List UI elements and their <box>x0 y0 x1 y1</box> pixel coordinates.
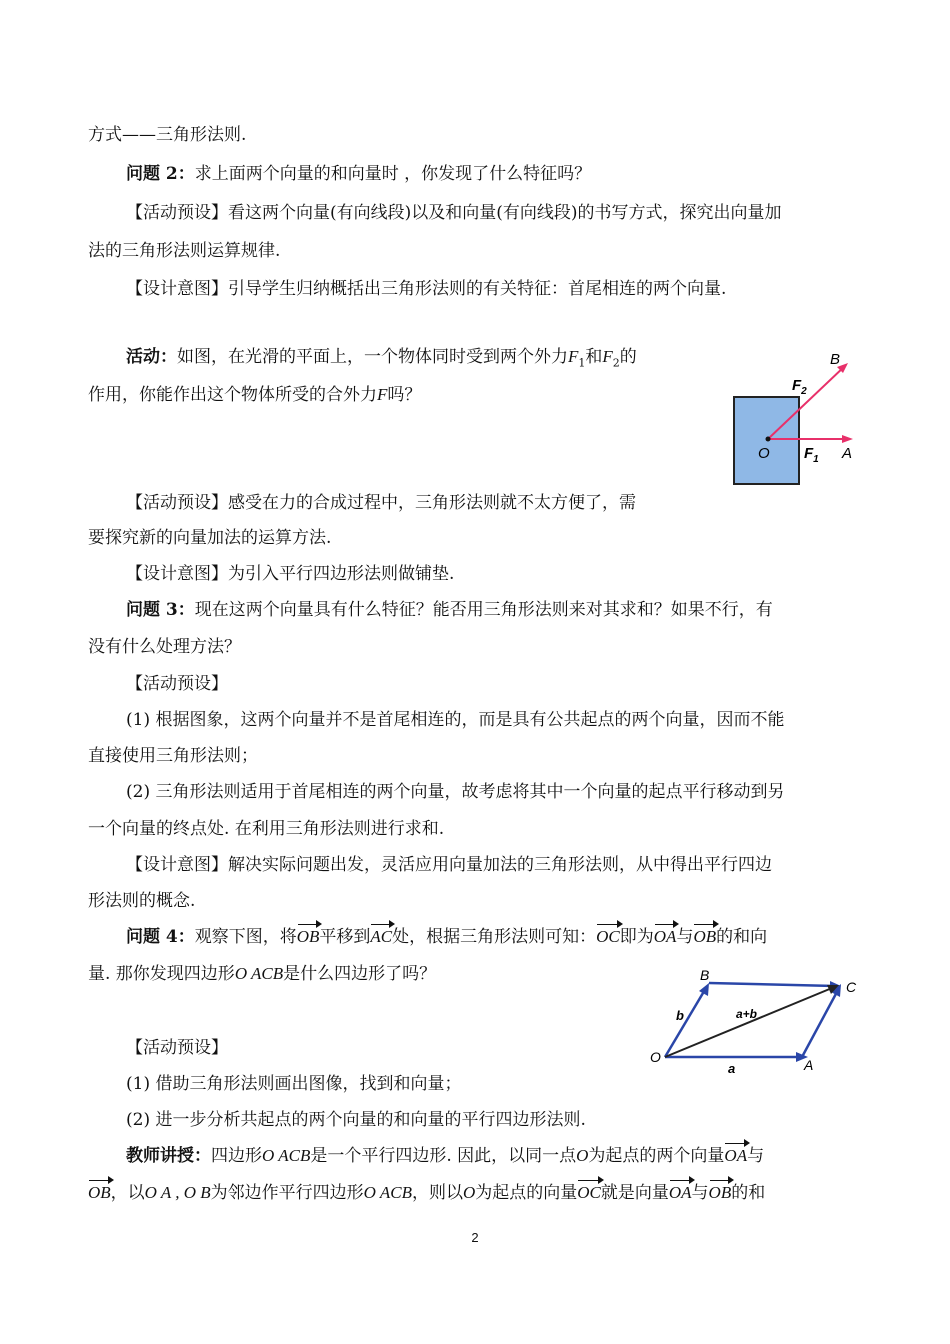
text-line: 【设计意图】为引入平行四边形法则做铺垫. <box>126 564 455 584</box>
text-line: 【活动预设】看这两个向量(有向线段)以及和向量(有向线段)的书写方式，探究出向量加 <box>126 203 782 223</box>
label-f2: $F_2$ <box>792 377 807 397</box>
f1-arrowhead <box>842 435 853 443</box>
label-b: B <box>830 351 841 368</box>
text-line: 形法则的概念. <box>88 891 196 911</box>
text-line: 直接使用三角形法则； <box>88 746 258 766</box>
teacher-explanation: 教师讲授：四边形O ACB是一个平行四边形. 因此，以同一点O为起点的两个向量OA与 <box>126 1146 765 1166</box>
text-line: 量. 那你发现四边形O ACB是什么四边形了吗？ <box>88 964 437 984</box>
question-4: 问题 4：观察下图，将OB平移到AC处，根据三角形法则可知：OC即为OA与OB的和向 <box>126 927 768 947</box>
text-line: 方式——三角形法则. <box>88 125 247 145</box>
page-number: 2 <box>471 1230 479 1245</box>
question-label: 问题 2： <box>126 164 195 184</box>
point-o <box>766 437 771 442</box>
label-c: C <box>846 979 857 995</box>
parallelogram-diagram <box>640 960 870 1080</box>
label-a-plus-b: a+b <box>736 1007 758 1021</box>
label-a-vec: a <box>728 1061 736 1076</box>
force-diagram <box>720 340 870 490</box>
text-line: 【设计意图】引导学生归纳概括出三角形法则的有关特征：首尾相连的两个向量. <box>126 279 727 299</box>
label-a: A <box>804 1057 814 1073</box>
text-line: 【活动预设】 <box>126 1038 228 1058</box>
text-line: 要探究新的向量加法的运算方法. <box>88 528 332 548</box>
question-label: 问题 3： <box>126 600 195 620</box>
label-b-vec: b <box>676 1008 684 1023</box>
label-f1: $F_1$ <box>804 445 819 465</box>
text-line: OB，以O A , O B为邻边作平行四边形O ACB，则以O为起点的向量OC就是向量OA与OB的和 <box>88 1183 766 1203</box>
text-line: 【活动预设】感受在力的合成过程中，三角形法则就不太方便了，需 <box>126 493 636 513</box>
text-line: 一个向量的终点处. 在利用三角形法则进行求和. <box>88 819 445 839</box>
text-line: (1) 借助三角形法则画出图像，找到和向量； <box>126 1074 462 1094</box>
text-line: 【活动预设】 <box>126 674 228 694</box>
text-line: 【设计意图】解决实际问题出发，灵活应用向量加法的三角形法则，从中得出平行四边 <box>126 855 772 875</box>
text-line: (2) 三角形法则适用于首尾相连的两个向量，故考虑将其中一个向量的起点平行移动到另 <box>126 782 785 802</box>
text-line: (1) 根据图象，这两个向量并不是首尾相连的，而是具有公共起点的两个向量，因而不能 <box>126 710 785 730</box>
activity: 活动：如图，在光滑的平面上，一个物体同时受到两个外力$F_1$和$F_2$的 <box>126 347 637 370</box>
label-o: O <box>650 1049 661 1065</box>
question-label: 问题 4： <box>126 927 195 947</box>
text-line: (2) 进一步分析共起点的两个向量的和向量的平行四边形法则. <box>126 1110 586 1130</box>
label-a: A <box>842 445 853 462</box>
label-o: O <box>758 445 770 462</box>
label-b: B <box>700 967 710 983</box>
text-line: 法的三角形法则运算规律. <box>88 241 281 261</box>
question-2: 问题 2：求上面两个向量的和向量时 ，你发现了什么特征吗？ <box>126 164 592 184</box>
question-3: 问题 3：现在这两个向量具有什么特征？能否用三角形法则来对其求和？如果不行，有 <box>126 600 773 620</box>
text-line: 没有什么处理方法？ <box>88 637 241 657</box>
text-line: 作用，你能作出这个物体所受的合外力F吗？ <box>88 385 422 405</box>
